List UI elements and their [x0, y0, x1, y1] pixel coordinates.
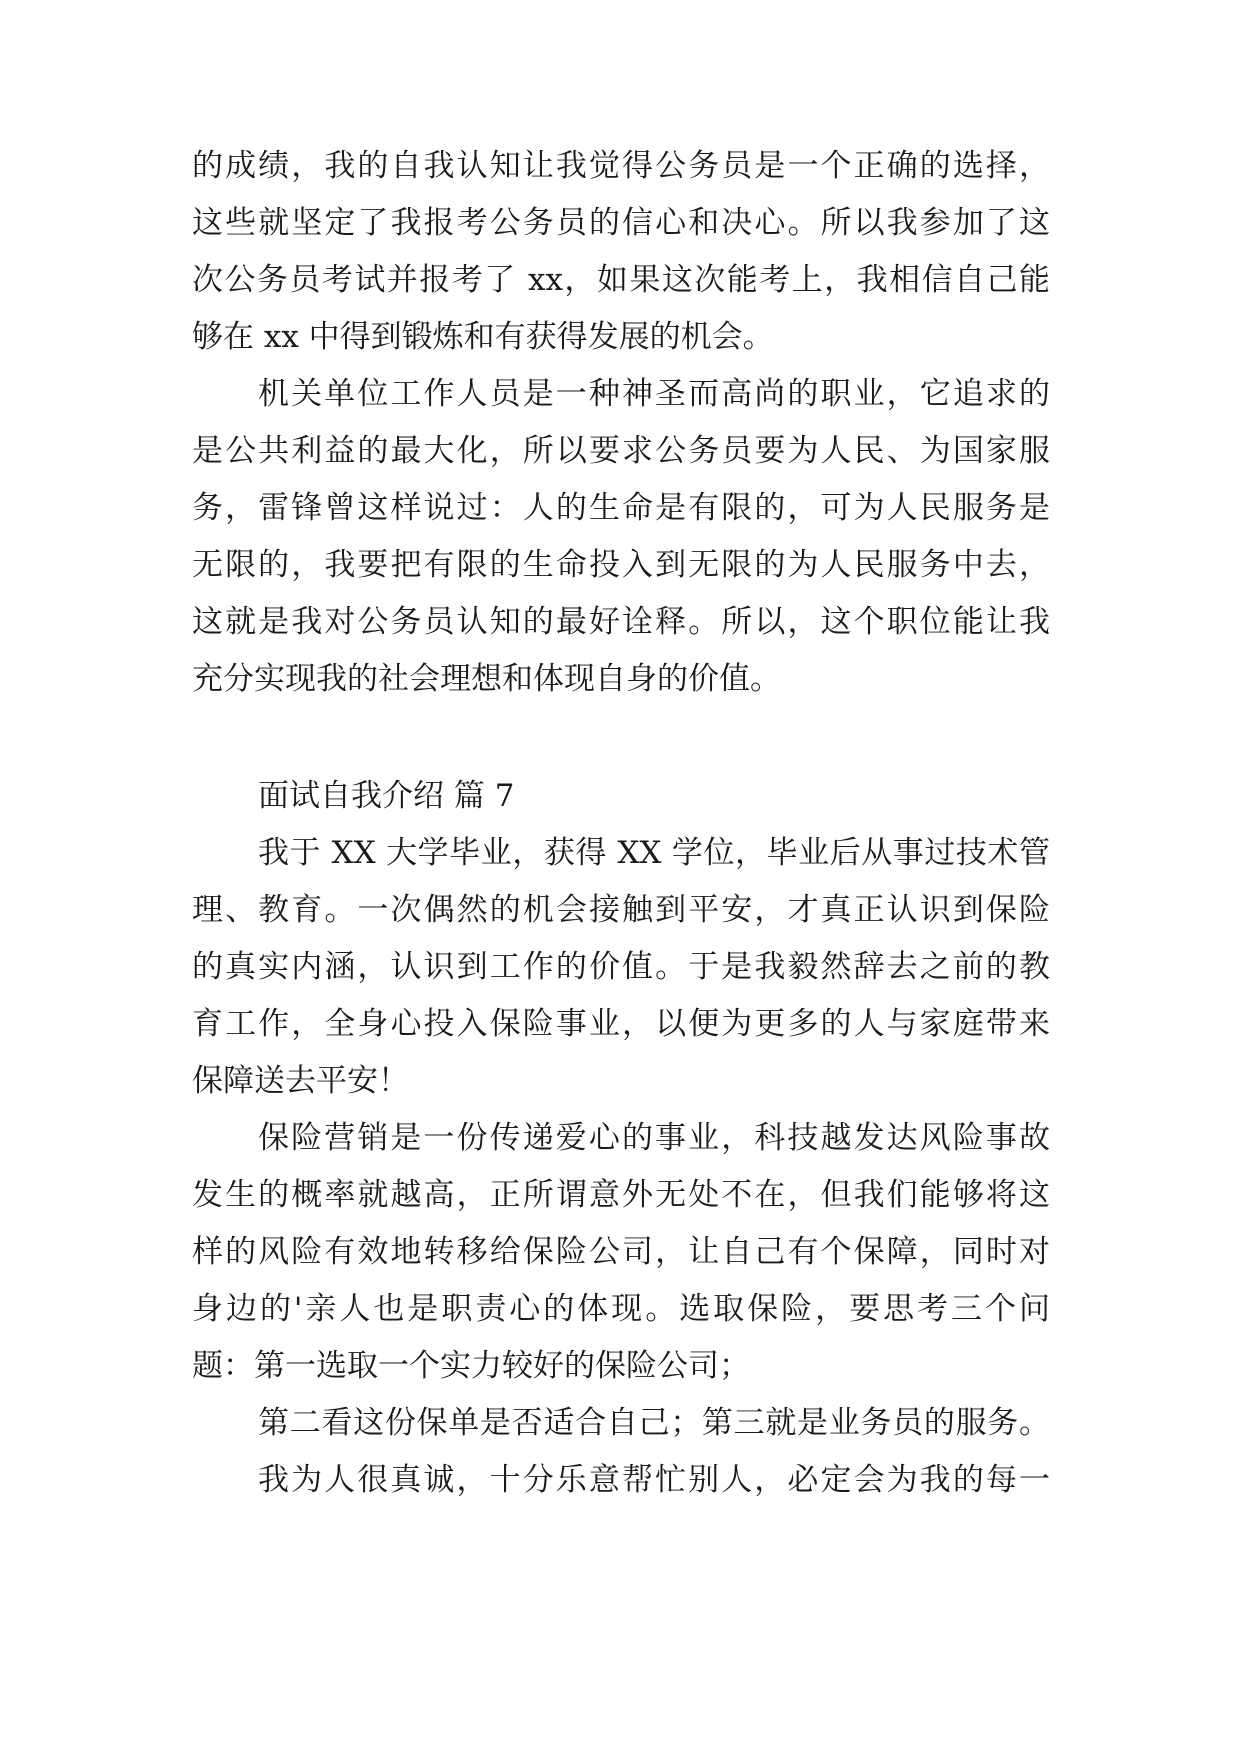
paragraph-line: 是公共利益的最大化，所以要求公务员要为人民、为国家服 [192, 433, 1050, 469]
paragraph-line: 的成绩，我的自我认知让我觉得公务员是一个正确的选择， [192, 148, 1050, 184]
paragraph-line: 务，雷锋曾这样说过：人的生命是有限的，可为人民服务是 [192, 490, 1050, 526]
paragraph-line: 的真实内涵，认识到工作的价值。于是我毅然辞去之前的教 [192, 949, 1050, 985]
paragraph-line: 第二看这份保单是否适合自己；第三就是业务员的服务。 [258, 1405, 1050, 1441]
paragraph-line: 题：第一选取一个实力较好的保险公司； [192, 1348, 750, 1384]
paragraph-line: 保险营销是一份传递爱心的事业，科技越发达风险事故 [258, 1120, 1050, 1156]
paragraph-line: 这就是我对公务员认知的最好诠释。所以，这个职位能让我 [192, 604, 1050, 640]
paragraph-line: 次公务员考试并报考了 xx，如果这次能考上，我相信自己能 [192, 262, 1050, 298]
paragraph-line: 够在 xx 中得到锻炼和有获得发展的机会。 [192, 319, 774, 355]
paragraph-line: 我于 XX 大学毕业，获得 XX 学位，毕业后从事过技术管 [258, 835, 1050, 871]
paragraph-line: 身边的'亲人也是职责心的体现。选取保险，要思考三个问 [192, 1291, 1050, 1327]
paragraph-line: 这些就坚定了我报考公务员的信心和决心。所以我参加了这 [192, 205, 1050, 241]
paragraph-line: 充分实现我的社会理想和体现自身的价值。 [192, 661, 781, 697]
paragraph-line: 发生的概率就越高，正所谓意外无处不在，但我们能够将这 [192, 1177, 1050, 1213]
paragraph-line: 无限的，我要把有限的生命投入到无限的为人民服务中去， [192, 547, 1050, 583]
paragraph-line: 理、教育。一次偶然的机会接触到平安，才真正认识到保险 [192, 892, 1050, 928]
paragraph-line: 我为人很真诚，十分乐意帮忙别人，必定会为我的每一 [258, 1462, 1050, 1498]
paragraph-line: 机关单位工作人员是一种神圣而高尚的职业，它追求的 [258, 376, 1050, 412]
paragraph-line: 育工作，全身心投入保险事业，以便为更多的人与家庭带来 [192, 1006, 1050, 1042]
paragraph-line: 保障送去平安！ [192, 1063, 409, 1099]
section-heading: 面试自我介绍 篇 7 [258, 778, 515, 814]
paragraph-line: 样的风险有效地转移给保险公司，让自己有个保障，同时对 [192, 1234, 1050, 1270]
